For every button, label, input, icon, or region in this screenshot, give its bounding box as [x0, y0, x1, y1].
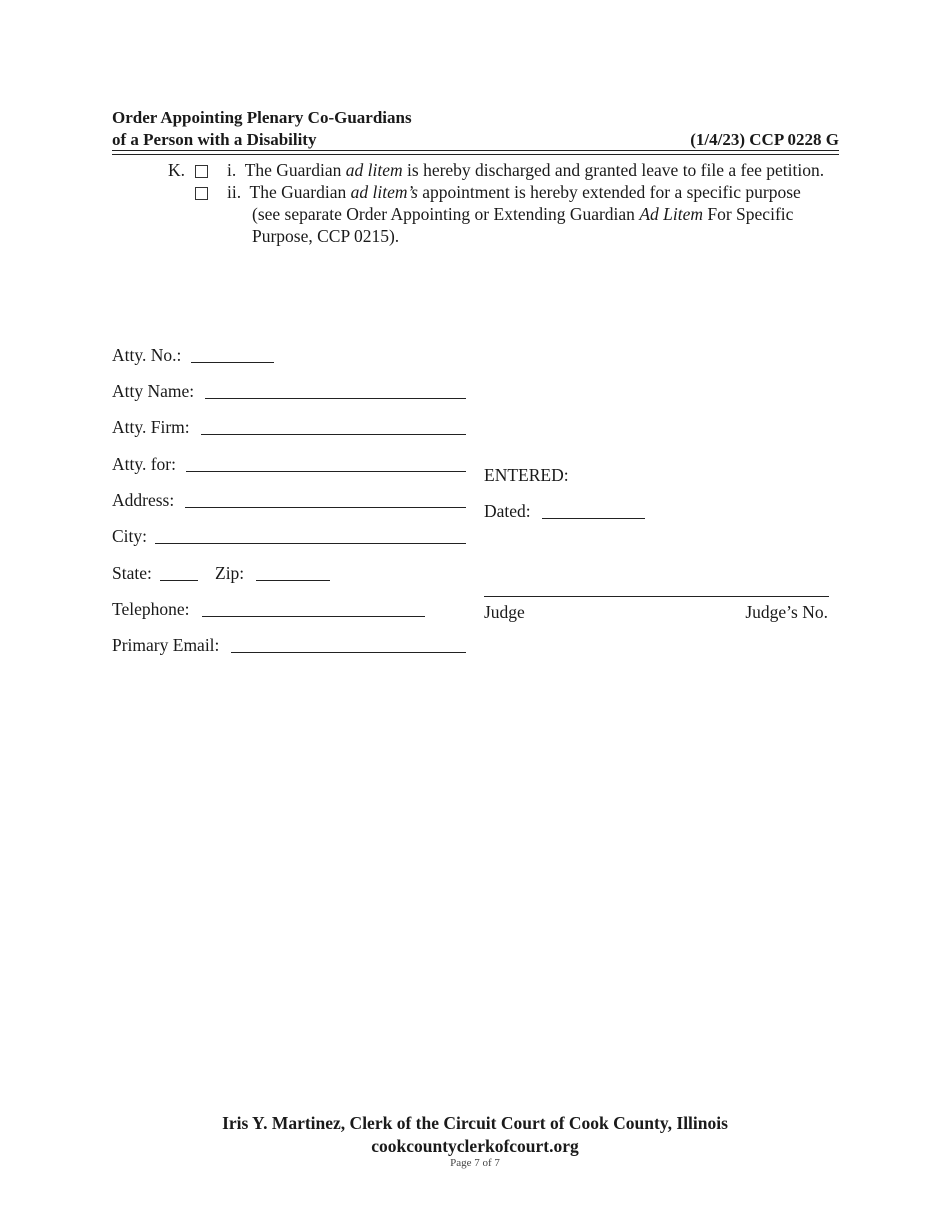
- form-title-line1: Order Appointing Plenary Co-Guardians: [112, 108, 412, 127]
- form-code: (1/4/23) CCP 0228 G: [690, 130, 839, 149]
- email-label: Primary Email:: [112, 635, 220, 655]
- item-i-text-before: The Guardian: [244, 160, 346, 180]
- item-i-text: [227, 159, 824, 181]
- item-ii-line2-before: (see separate Order Appointing or Extending Guardian: [252, 204, 640, 224]
- footer-clerk: Iris Y. Martinez, Clerk of the Circuit Court of Cook County, Illinois: [222, 1113, 728, 1133]
- item-ii-line3: Purpose, CCP 0215).: [252, 226, 400, 246]
- state-label: State:: [112, 563, 152, 583]
- dated-label: Dated:: [484, 501, 531, 521]
- city-label: City:: [112, 526, 148, 546]
- header-rule-top: [112, 150, 839, 151]
- atty-name-label: Atty Name:: [112, 381, 195, 401]
- item-ii-italic: ad litem’s: [350, 182, 418, 202]
- address-label: Address:: [112, 490, 175, 510]
- state-field[interactable]: [160, 580, 198, 581]
- judge-label: Judge: [484, 602, 525, 622]
- atty-firm-label: Atty. Firm:: [112, 417, 190, 437]
- item-ii-text: [227, 181, 801, 203]
- telephone-label: Telephone:: [112, 599, 190, 619]
- item-ii-text-before: The Guardian: [249, 182, 351, 202]
- item-ii-line2-after: For Specific: [703, 204, 794, 224]
- email-field[interactable]: [231, 652, 466, 653]
- item-ii-numeral: ii.: [227, 182, 242, 202]
- atty-no-field[interactable]: [191, 362, 274, 363]
- zip-label: Zip:: [215, 563, 245, 583]
- form-title-line2: of a Person with a Disability: [112, 130, 317, 149]
- judge-no-label: Judge’s No.: [745, 602, 828, 622]
- footer-website: cookcountyclerkofcourt.org: [371, 1136, 579, 1156]
- entered-label: ENTERED:: [484, 465, 569, 485]
- item-i-text-after: is hereby discharged and granted leave to file a fee petition.: [402, 160, 825, 180]
- zip-field[interactable]: [256, 580, 330, 581]
- dated-field[interactable]: [542, 518, 645, 519]
- item-ii-line2: [252, 203, 793, 225]
- discharge-checkbox[interactable]: [195, 165, 208, 178]
- judge-signature-line[interactable]: [484, 596, 829, 597]
- item-i-italic: ad litem: [345, 160, 403, 180]
- item-ii-text-after: appointment is hereby extended for a specific purpose: [417, 182, 801, 202]
- telephone-field[interactable]: [202, 616, 425, 617]
- extend-checkbox[interactable]: [195, 187, 208, 200]
- atty-firm-field[interactable]: [201, 434, 466, 435]
- section-k-letter: K.: [168, 160, 186, 180]
- city-field[interactable]: [155, 543, 466, 544]
- item-i-numeral: i.: [227, 160, 237, 180]
- page-number: Page 7 of 7: [450, 1157, 500, 1169]
- header-rule-bottom: [112, 154, 839, 155]
- atty-for-label: Atty. for:: [112, 454, 176, 474]
- atty-no-label: Atty. No.:: [112, 345, 182, 365]
- atty-for-field[interactable]: [186, 471, 466, 472]
- item-ii-line2-italic: Ad Litem: [639, 204, 703, 224]
- atty-name-field[interactable]: [205, 398, 466, 399]
- address-field[interactable]: [185, 507, 466, 508]
